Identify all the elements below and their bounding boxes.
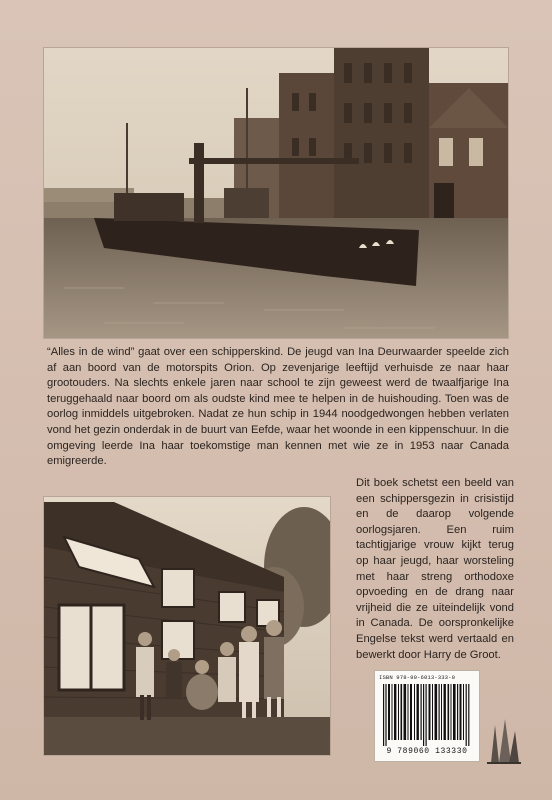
description-paragraph-1: “Alles in de wind” gaat over een schipperskind. De jeugd van Ina Deurwaarder speelde zich af aan boord van de motorspits Orion. Op zevenjarige leeftijd verhuisde ze naar haar grootouders. Na slechts enkele jaren naar school te zijn geweest werd de twaalfjarige Ina teruggehaald naar boord om als oudste kind mee te helpen in de huishouding. Toen was de oorlog inmiddels uitgebroken. Nadat ze hun schip in 1944 noodgedwongen hebben verlaten vond het gezin onderdak in de buurt van Eefde, waar het woonde in een kippenschuur. In die omgeving leerde Ina haar toekomstige man kennen met wie ze in 1953 naar Canada emigreerde. [47,346,509,468]
isbn-barcode [374,670,480,762]
publisher-logo-icon [485,717,523,765]
description-paragraph-2: Dit boek schetst een beeld van een schippersgezin in crisistijd en de daarop volgende oorlogsjaren. Een ruim tachtigjarige vrouw kijkt terug op haar jeugd, haar worsteling met haar streng orthodoxe opvoeding en de drang naar vrijheid die ze uiteindelijk vond in Canada. De oorspronkelijke Engelse tekst werd vertaald en bewerkt door Harry de Groot. [356,477,514,661]
family-henhouse-photo [44,497,330,755]
canal-barge-photo [44,48,508,338]
barcode-bars [383,684,471,746]
ean-digits: 9 789060 133330 [386,747,468,756]
isbn-label: ISBN 978-90-6013-333-0 [379,674,456,681]
